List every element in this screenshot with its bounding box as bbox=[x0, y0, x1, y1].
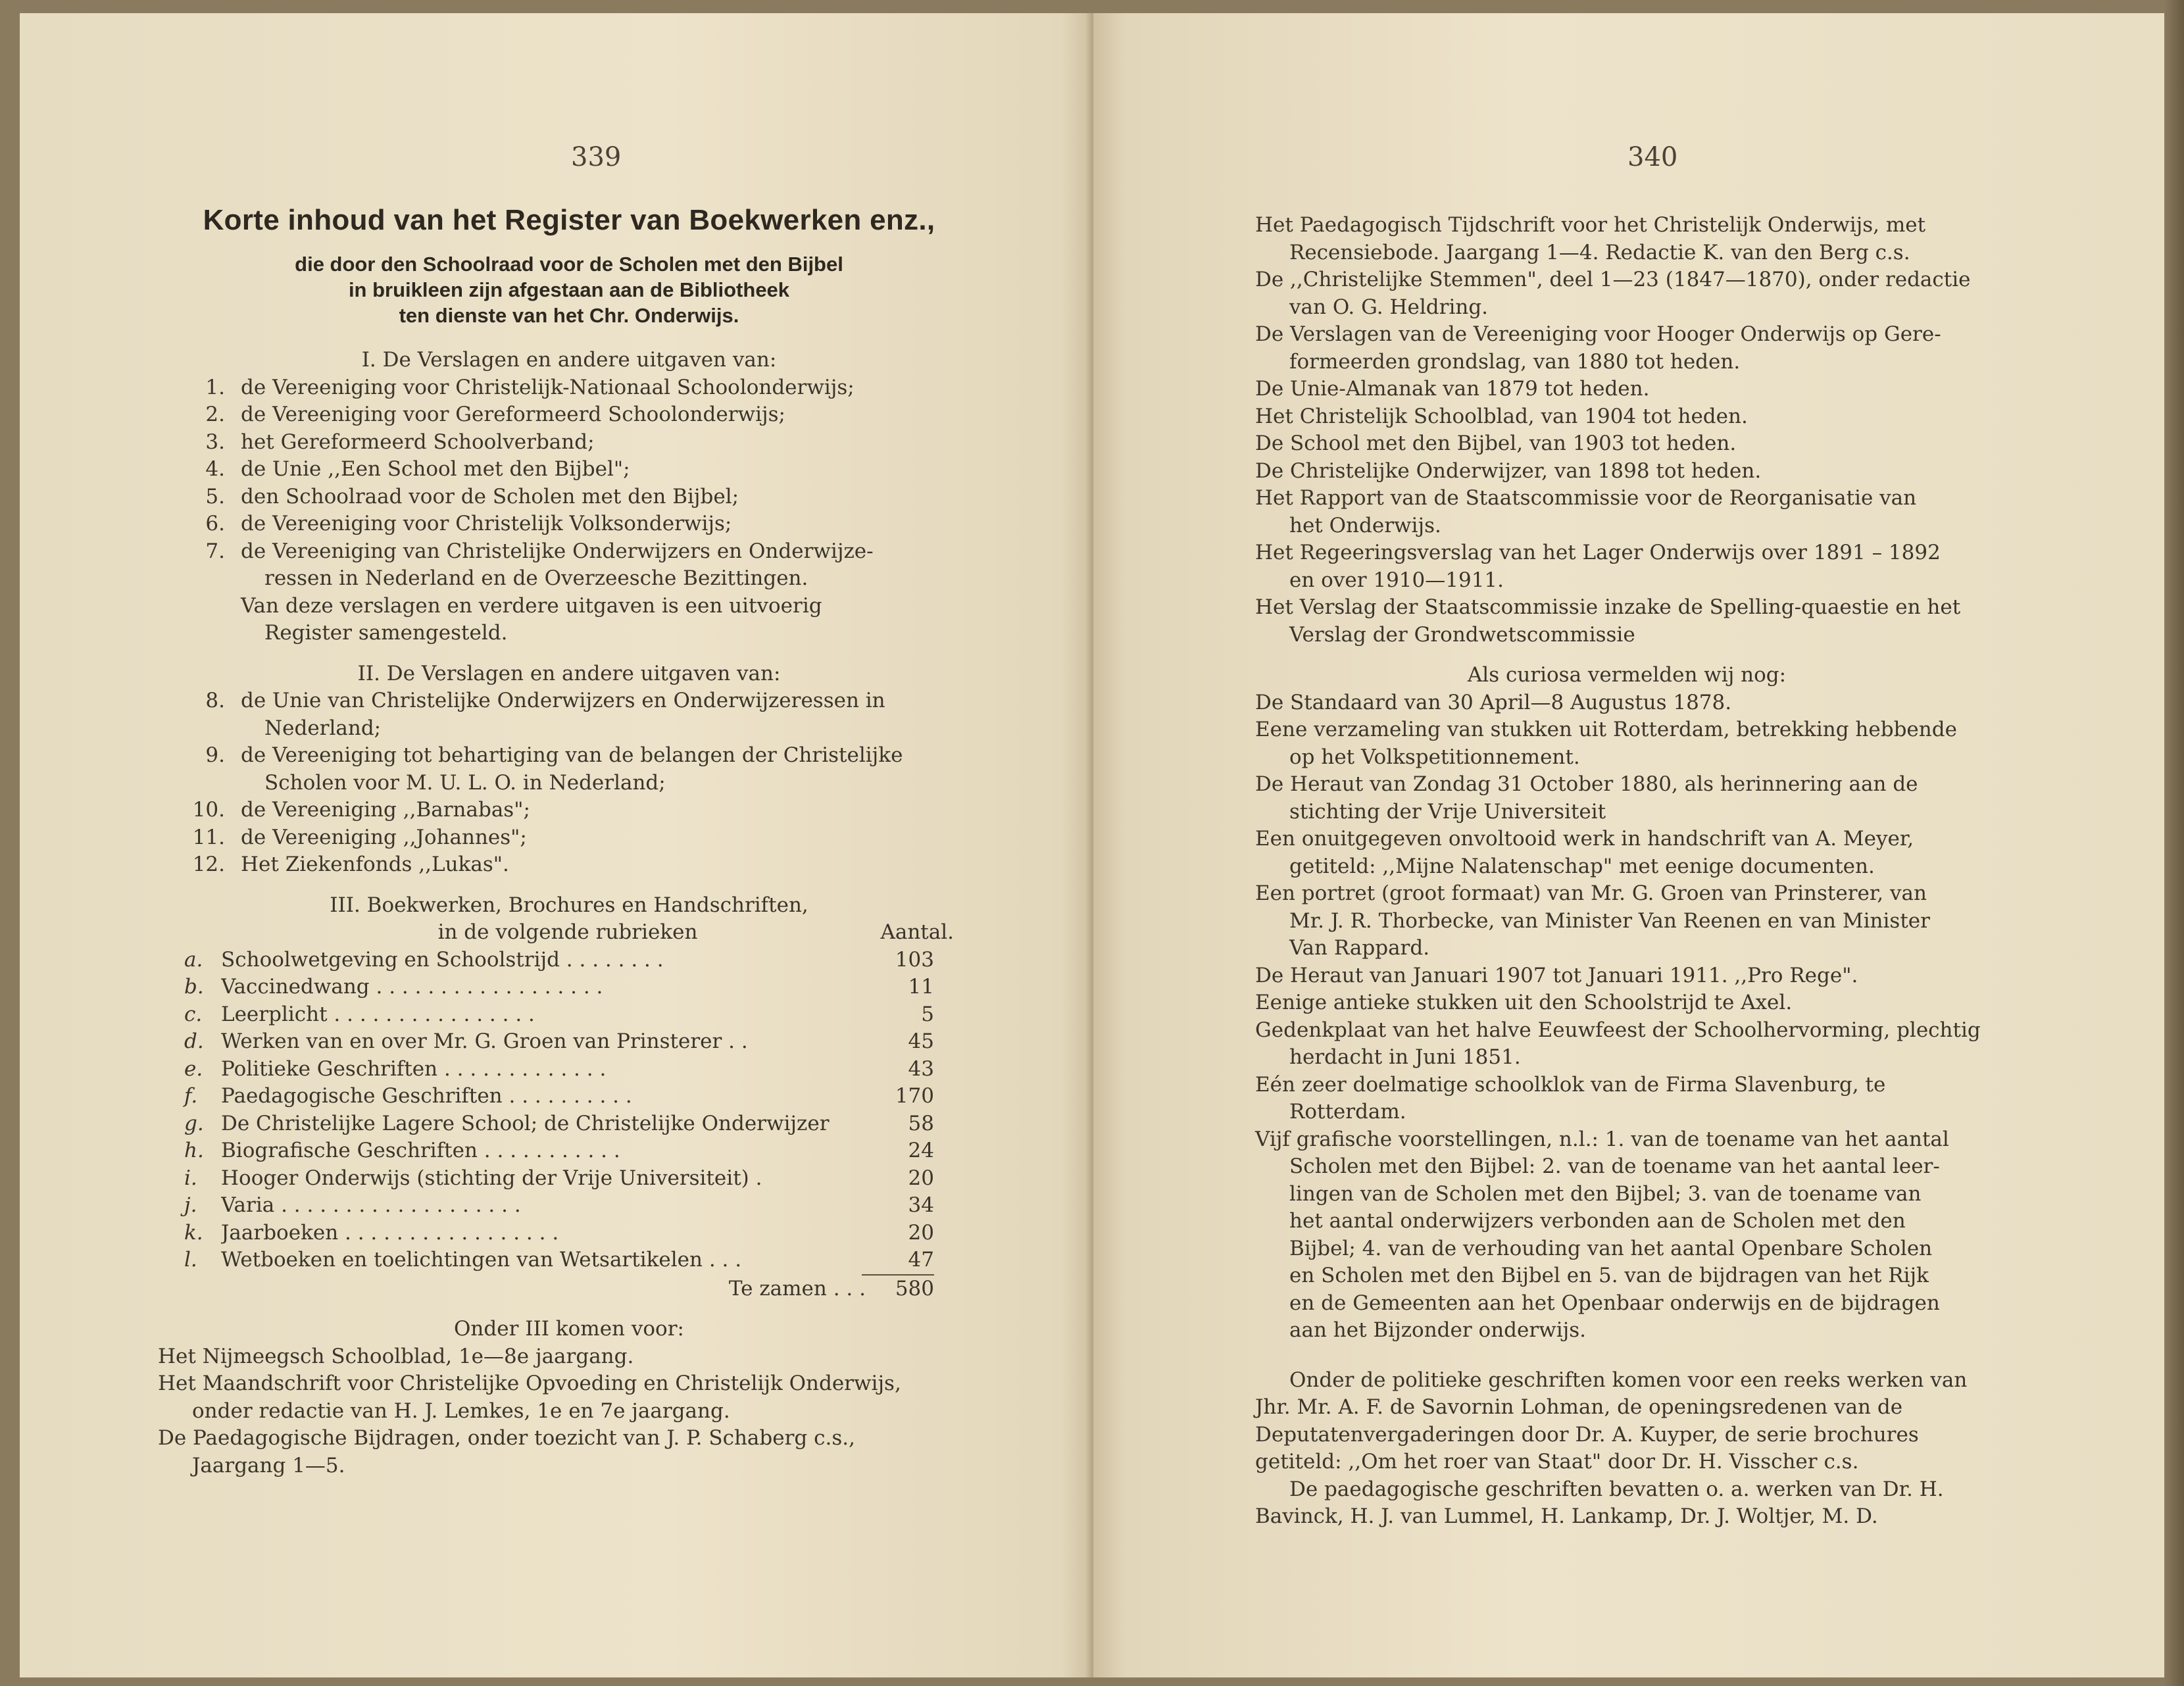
section3-table bbox=[184, 947, 954, 1274]
entry-line: De Heraut van Zondag 31 October 1880, als herinnering aan de bbox=[1255, 772, 1918, 796]
list-item bbox=[184, 374, 954, 402]
row-count: 170 bbox=[895, 1084, 934, 1108]
paragraph-line: Bavinck, H. J. van Lummel, H. Lankamp, Dr. J. Woltjer, M. D. bbox=[1255, 1504, 1878, 1528]
row-label: Vaccinedwang . . . . . . . . . . . . . . . . . . bbox=[221, 975, 603, 999]
row-letter: b. bbox=[184, 975, 204, 999]
row-letter: a. bbox=[184, 947, 203, 972]
row-count: 20 bbox=[908, 1166, 934, 1190]
entry-line: Jaargang 1—5. bbox=[192, 1453, 345, 1477]
note-line: Register samengesteld. bbox=[264, 621, 508, 645]
row-label: Jaarboeken . . . . . . . . . . . . . . . . . bbox=[221, 1220, 559, 1245]
entry-line: Eenige antieke stukken uit den Schoolstrijd te Axel. bbox=[1255, 991, 1793, 1014]
entry-line: stichting der Vrije Universiteit bbox=[1289, 799, 1606, 824]
item-text: de Vereeniging voor Gereformeerd Schoolonderwijs; bbox=[241, 403, 785, 426]
row-count: 58 bbox=[908, 1111, 934, 1135]
row-count: 20 bbox=[908, 1220, 934, 1245]
item-number: 6. bbox=[205, 512, 225, 535]
row-label: Hooger Onderwijs (stichting der Vrije Universiteit) . bbox=[221, 1166, 762, 1190]
item-number bbox=[184, 715, 241, 743]
paragraph-line: Jhr. Mr. A. F. de Savornin Lohman, de openingsredenen van de bbox=[1255, 1395, 1903, 1419]
list-item bbox=[184, 429, 954, 457]
item-text: de Unie van Christelijke Onderwijzers en Onderwijzeressen in bbox=[241, 689, 885, 712]
list-entry bbox=[1255, 1126, 1998, 1345]
entry-line: herdacht in Juni 1851. bbox=[1289, 1045, 1521, 1069]
list-entry bbox=[1255, 771, 1998, 826]
right-page bbox=[1093, 13, 2164, 1677]
entry-line: Vijf grafische voorstellingen, n.l.: 1. van de toename van het aantal bbox=[1255, 1127, 1949, 1151]
row-label: Biografische Geschriften . . . . . . . . . . . bbox=[221, 1139, 620, 1162]
item-number bbox=[184, 770, 241, 797]
list-entry bbox=[1255, 266, 1998, 321]
paragraph-line: De paedagogische geschriften bevatten o. a. werken van Dr. H. bbox=[1289, 1477, 1944, 1501]
item-text: Nederland; bbox=[264, 716, 382, 740]
right-page-content bbox=[1255, 212, 1998, 1531]
item-number: 5. bbox=[205, 484, 225, 508]
list-item bbox=[184, 401, 954, 429]
item-number: 11. bbox=[192, 825, 225, 849]
entry-line: De Verslagen van de Vereeniging voor Hooger Onderwijs op Gere- bbox=[1255, 322, 1941, 346]
entry-line: Een portret (groot formaat) van Mr. G. Groen van Prinsterer, van bbox=[1255, 881, 1927, 905]
entry-line: De ,,Christelijke Stemmen", deel 1—23 (1847—1870), onder redactie bbox=[1255, 268, 1971, 291]
list-entry bbox=[158, 1370, 954, 1425]
list-item bbox=[184, 687, 954, 715]
section-heading: III. Boekwerken, Brochures en Handschriften, bbox=[330, 893, 808, 917]
table-header bbox=[184, 919, 954, 947]
entry-line: aan het Bijzonder onderwijs. bbox=[1289, 1318, 1586, 1342]
entry-line: Gedenkplaat van het halve Eeuwfeest der Schoolhervorming, plechtig bbox=[1255, 1018, 1981, 1042]
entry-line: het aantal onderwijzers verbonden aan de Scholen met den bbox=[1289, 1209, 1906, 1233]
list-item bbox=[184, 742, 954, 770]
table-row bbox=[184, 1056, 934, 1083]
row-label: Werken van en over Mr. G. Groen van Prinsterer . . bbox=[221, 1029, 748, 1053]
entry-line: Recensiebode. Jaargang 1—4. Redactie K. van den Berg c.s. bbox=[1289, 240, 1910, 264]
total-value: 580 bbox=[895, 1276, 934, 1301]
list-entry bbox=[1255, 880, 1998, 962]
entry-line: onder redactie van H. J. Lemkes, 1e en 7e jaargang. bbox=[192, 1399, 730, 1423]
page-title: Korte inhoud van het Register van Boekwerken enz., bbox=[203, 204, 935, 236]
row-count: 43 bbox=[908, 1056, 934, 1081]
closing-paragraph bbox=[1255, 1367, 1998, 1531]
entry-line: Eén zeer doelmatige schoolklok van de Firma Slavenburg, te bbox=[1255, 1072, 1886, 1097]
row-letter: d. bbox=[184, 1029, 204, 1053]
row-count: 5 bbox=[921, 1002, 934, 1026]
page-edge-shadow bbox=[2164, 0, 2184, 1686]
note-line: Van deze verslagen en verdere uitgaven is een uitvoerig bbox=[241, 593, 822, 618]
section-heading: II. De Verslagen en andere uitgaven van: bbox=[357, 661, 781, 685]
paragraph-line: Deputatenvergaderingen door Dr. A. Kuyper, de serie brochures bbox=[1255, 1422, 1919, 1447]
subtitle-line: in bruikleen zijn afgestaan aan de Bibliotheek bbox=[348, 278, 790, 301]
table-row bbox=[184, 1192, 934, 1220]
item-text: de Vereeniging voor Christelijk-Nationaal Schoolonderwijs; bbox=[241, 375, 855, 399]
section1-list bbox=[184, 374, 954, 593]
entry-line: Verslag der Grondwetscommissie bbox=[1289, 622, 1635, 647]
list-entry bbox=[1255, 403, 1998, 431]
list-entry bbox=[1255, 689, 1998, 717]
left-page-content bbox=[158, 204, 954, 1479]
page-number: 340 bbox=[1627, 142, 1678, 172]
row-count: 11 bbox=[908, 975, 934, 999]
list-entry bbox=[1255, 1072, 1998, 1126]
under3-list bbox=[158, 1343, 954, 1480]
row-letter: f. bbox=[184, 1084, 198, 1108]
list-entry bbox=[1255, 962, 1998, 990]
row-letter: g. bbox=[184, 1111, 204, 1135]
row-label: Politieke Geschriften . . . . . . . . . . . . . bbox=[221, 1056, 607, 1081]
row-letter: h. bbox=[184, 1139, 204, 1162]
row-count: 34 bbox=[908, 1193, 934, 1217]
section-heading: Als curiosa vermelden wij nog: bbox=[1467, 663, 1787, 687]
table-row bbox=[184, 1083, 934, 1110]
entry-line: De Paedagogische Bijdragen, onder toezicht van J. P. Schaberg c.s., bbox=[158, 1426, 855, 1450]
entry-line: Het Maandschrift voor Christelijke Opvoeding en Christelijk Onderwijs, bbox=[158, 1372, 901, 1395]
row-letter: i. bbox=[184, 1166, 197, 1190]
entry-line: De Heraut van Januari 1907 tot Januari 1911. ,,Pro Rege". bbox=[1255, 963, 1858, 987]
row-count: 24 bbox=[908, 1139, 934, 1162]
entry-line: Scholen met den Bijbel: 2. van de toename van het aantal leer- bbox=[1289, 1154, 1940, 1178]
item-number: 8. bbox=[205, 689, 225, 712]
entry-line: het Onderwijs. bbox=[1289, 513, 1441, 537]
list-entry bbox=[1255, 212, 1998, 266]
section-heading: Onder III komen voor: bbox=[454, 1317, 684, 1341]
item-number: 2. bbox=[205, 403, 225, 426]
list-item bbox=[184, 715, 954, 743]
item-number: 10. bbox=[192, 798, 225, 822]
list-item bbox=[184, 483, 954, 511]
subtitle-line: die door den Schoolraad voor de Scholen met den Bijbel bbox=[295, 253, 843, 276]
item-text: de Vereeniging van Christelijke Onderwijzers en Onderwijze- bbox=[241, 539, 874, 563]
entry-line: Rotterdam. bbox=[1289, 1100, 1406, 1124]
count-header: Aantal. bbox=[880, 920, 954, 944]
row-label: Schoolwetgeving en Schoolstrijd . . . . . . . . bbox=[221, 947, 664, 972]
entry-line: Het Nijmeegsch Schoolblad, 1e—8e jaargang. bbox=[158, 1344, 634, 1368]
row-letter: l. bbox=[184, 1248, 197, 1272]
item-number: 4. bbox=[205, 457, 225, 481]
table-row bbox=[184, 1247, 934, 1274]
section-subheading: in de volgende rubrieken bbox=[437, 920, 698, 944]
list-entry bbox=[1255, 1017, 1998, 1072]
row-label: Wetboeken en toelichtingen van Wetsartikelen . . . bbox=[221, 1248, 742, 1272]
row-letter: j. bbox=[184, 1193, 197, 1217]
row-letter: e. bbox=[184, 1056, 203, 1081]
paragraph-line: Onder de politieke geschriften komen voor een reeks werken van bbox=[1289, 1368, 1968, 1392]
entry-line: Het Regeeringsverslag van het Lager Onderwijs over 1891 – 1892 bbox=[1255, 541, 1941, 564]
entry-line: Het Rapport van de Staatscommissie voor de Reorganisatie van bbox=[1255, 486, 1917, 510]
list-item bbox=[184, 538, 954, 566]
row-count: 45 bbox=[908, 1029, 934, 1053]
subtitle-line: ten dienste van het Chr. Onderwijs. bbox=[399, 304, 739, 327]
entry-line: en de Gemeenten aan het Openbaar onderwijs en de bijdragen bbox=[1289, 1291, 1940, 1315]
table-row bbox=[184, 1028, 934, 1056]
list-entry bbox=[1255, 458, 1998, 485]
entry-line: De Standaard van 30 April—8 Augustus 1878. bbox=[1255, 690, 1732, 714]
list-entry bbox=[158, 1425, 954, 1479]
list-entry bbox=[1255, 826, 1998, 880]
page-number: 339 bbox=[571, 142, 622, 172]
entry-line: getiteld: ,,Mijne Nalatenschap" met eenige documenten. bbox=[1289, 854, 1875, 878]
entry-line: Bijbel; 4. van de verhouding van het aantal Openbare Scholen bbox=[1289, 1236, 1933, 1260]
entry-line: lingen van de Scholen met den Bijbel; 3. van de toename van bbox=[1289, 1181, 1922, 1206]
paragraph-line: getiteld: ,,Om het roer van Staat" door Dr. H. Visscher c.s. bbox=[1255, 1450, 1859, 1474]
list-item bbox=[184, 770, 954, 797]
list-entry bbox=[1255, 376, 1998, 403]
row-count: 47 bbox=[908, 1248, 934, 1272]
item-text: den Schoolraad voor de Scholen met den Bijbel; bbox=[241, 484, 739, 508]
item-text: het Gereformeerd Schoolverband; bbox=[241, 430, 595, 454]
list-item bbox=[184, 565, 954, 593]
entry-line: Een onuitgegeven onvoltooid werk in handschrift van A. Meyer, bbox=[1255, 827, 1914, 851]
entry-line: Het Verslag der Staatscommissie inzake de Spelling-quaestie en het bbox=[1255, 595, 1961, 619]
row-count: 103 bbox=[895, 947, 934, 972]
entry-line: en over 1910—1911. bbox=[1289, 568, 1504, 592]
section2-list bbox=[184, 687, 954, 879]
table-row bbox=[184, 947, 934, 974]
list-item bbox=[184, 797, 954, 824]
table-row bbox=[184, 1110, 934, 1138]
row-label: Paedagogische Geschriften . . . . . . . . . . bbox=[221, 1084, 632, 1108]
list-entry bbox=[1255, 539, 1998, 594]
entry-line: op het Volkspetitionnement. bbox=[1289, 745, 1580, 769]
list-item bbox=[184, 851, 954, 879]
list-item bbox=[184, 456, 954, 483]
item-text: Het Ziekenfonds ,,Lukas". bbox=[241, 853, 509, 876]
table-row bbox=[184, 1165, 934, 1193]
list-entry bbox=[1255, 716, 1998, 771]
list-entry bbox=[1255, 989, 1998, 1017]
periodicals-list bbox=[1255, 212, 1998, 649]
table-row bbox=[184, 1220, 934, 1247]
entry-line: De Christelijke Onderwijzer, van 1898 tot heden. bbox=[1255, 459, 1762, 483]
entry-line: en Scholen met den Bijbel en 5. van de bijdragen van het Rijk bbox=[1289, 1264, 1929, 1287]
item-text: ressen in Nederland en de Overzeesche Bezittingen. bbox=[264, 566, 808, 590]
section1-note bbox=[184, 593, 954, 647]
item-number: 7. bbox=[205, 539, 225, 563]
list-item bbox=[184, 510, 954, 538]
entry-line: van O. G. Heldring. bbox=[1289, 295, 1489, 319]
row-label: Leerplicht . . . . . . . . . . . . . . . . bbox=[221, 1002, 535, 1026]
list-entry bbox=[1255, 485, 1998, 539]
table-row bbox=[184, 1137, 934, 1165]
list-entry bbox=[158, 1343, 954, 1371]
list-item bbox=[184, 824, 954, 852]
total-label: Te zamen . . . bbox=[728, 1276, 866, 1301]
item-number: 1. bbox=[205, 375, 225, 399]
item-text: de Vereeniging tot behartiging van de belangen der Christelijke bbox=[241, 743, 903, 767]
table-row bbox=[184, 974, 934, 1001]
entry-line: Mr. J. R. Thorbecke, van Minister Van Reenen en van Minister bbox=[1289, 908, 1930, 933]
item-text: de Vereeniging ,,Barnabas"; bbox=[241, 798, 530, 822]
row-label: De Christelijke Lagere School; de Christelijke Onderwijzer bbox=[221, 1111, 830, 1135]
entry-line: Het Christelijk Schoolblad, van 1904 tot heden. bbox=[1255, 404, 1748, 428]
list-entry bbox=[1255, 594, 1998, 649]
item-text: de Vereeniging ,,Johannes"; bbox=[241, 825, 527, 849]
row-letter: c. bbox=[184, 1002, 203, 1026]
row-letter: k. bbox=[184, 1220, 203, 1245]
left-page bbox=[20, 13, 1093, 1677]
entry-line: De Unie-Almanak van 1879 tot heden. bbox=[1255, 377, 1650, 401]
entry-line: De School met den Bijbel, van 1903 tot heden. bbox=[1255, 432, 1737, 455]
entry-line: formeerden grondslag, van 1880 tot heden. bbox=[1289, 349, 1741, 374]
row-label: Varia . . . . . . . . . . . . . . . . . . . bbox=[221, 1193, 521, 1217]
book-spread bbox=[20, 13, 2164, 1677]
list-entry bbox=[1255, 321, 1998, 376]
item-number: 12. bbox=[192, 853, 225, 876]
entry-line: Eene verzameling van stukken uit Rotterdam, betrekking hebbende bbox=[1255, 718, 1957, 741]
item-text: de Unie ,,Een School met den Bijbel"; bbox=[241, 457, 630, 481]
entry-line: Van Rappard. bbox=[1289, 936, 1430, 960]
subtitle bbox=[184, 251, 954, 328]
section-heading: I. De Verslagen en andere uitgaven van: bbox=[361, 348, 777, 372]
item-number: 9. bbox=[205, 743, 225, 767]
list-entry bbox=[1255, 430, 1998, 458]
curiosa-list bbox=[1255, 689, 1998, 1345]
item-number: 3. bbox=[205, 430, 225, 454]
table-row bbox=[184, 1001, 934, 1029]
item-text: de Vereeniging voor Christelijk Volksonderwijs; bbox=[241, 512, 732, 535]
entry-line: Het Paedagogisch Tijdschrift voor het Christelijk Onderwijs, met bbox=[1255, 213, 1926, 237]
table-total-row bbox=[184, 1276, 954, 1303]
item-text: Scholen voor M. U. L. O. in Nederland; bbox=[264, 770, 666, 795]
item-number bbox=[184, 565, 241, 593]
